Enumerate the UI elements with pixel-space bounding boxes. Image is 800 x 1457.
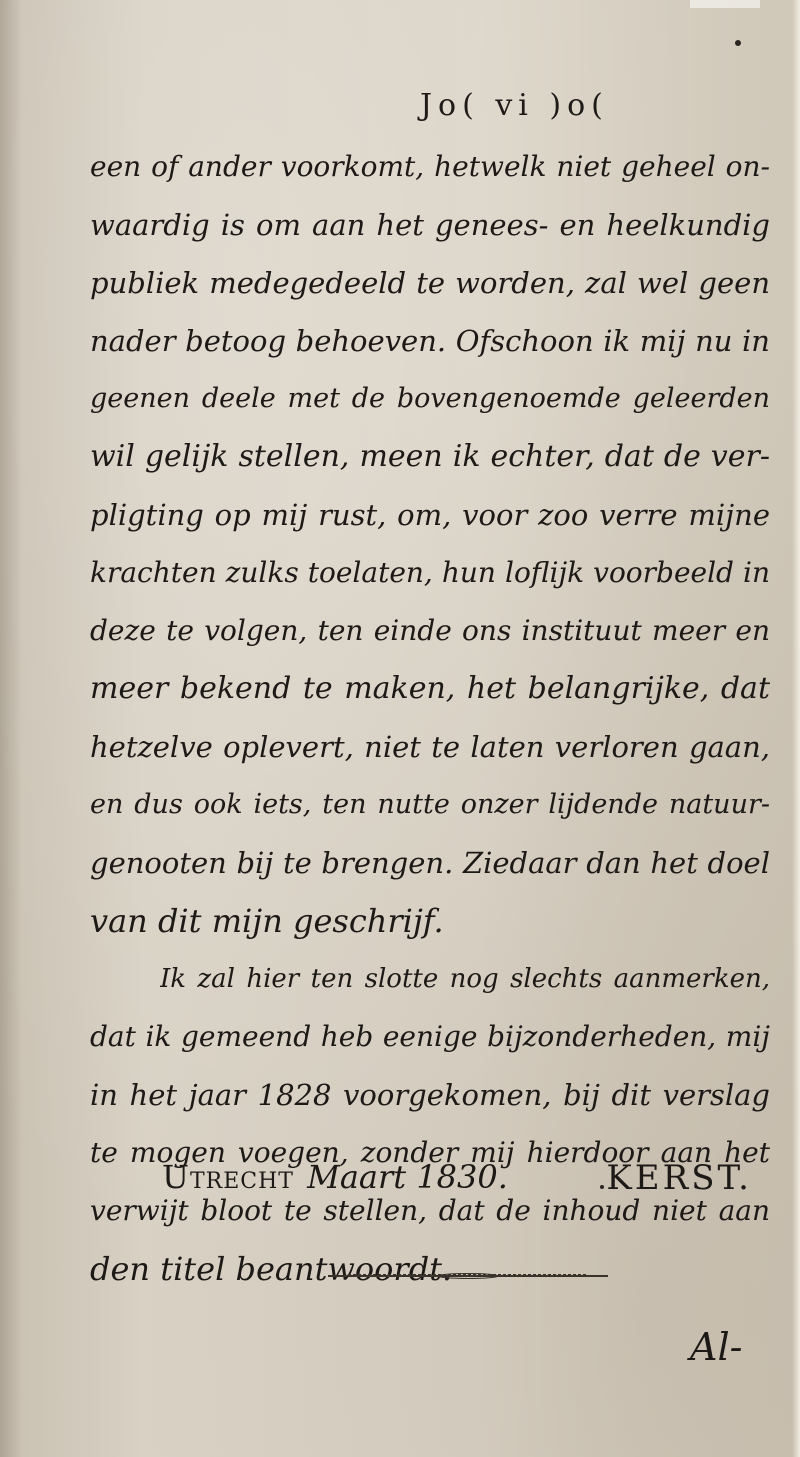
paper-wear (690, 0, 760, 8)
text-line: waardig is om aan het genees- en heelkundig (90, 208, 770, 242)
catchword: Al- (690, 1325, 743, 1369)
text-line: genooten bij te brengen. Ziedaar dan het doel (90, 846, 770, 880)
text-line: meer bekend te maken, het belangrijke, dat (90, 671, 770, 706)
text-line: publiek medegedeeld te worden, zal wel geen (90, 266, 770, 300)
text-line: verwijt bloot te stellen, dat de inhoud niet aan (90, 1194, 770, 1227)
binding-shadow (0, 0, 22, 1457)
text-line: deze te volgen, ten einde ons instituut meer en (90, 614, 770, 647)
signature-date: Maart 1830. (307, 1158, 508, 1196)
signature-line (162, 1158, 772, 1218)
text-line: geenen deele met de bovengenoemde geleerden (90, 383, 770, 414)
text-line: krachten zulks toelaten, hun loflijk voorbeeld in (90, 556, 770, 589)
text-line: van dit mijn geschrijf. (90, 902, 444, 940)
text-line: pligting op mij rust, om, voor zoo verre mijne (90, 498, 770, 532)
text-line: te mogen voegen, zonder mij hierdoor aan het (90, 1136, 770, 1169)
text-line: een of ander voorkomt, hetwelk niet geheel on- (90, 150, 770, 183)
page-number-header: Jo( vi )o( (420, 88, 609, 123)
text-line: en dus ook iets, ten nutte onzer lijdende natuur- (90, 789, 770, 820)
signature-place: Utrecht (162, 1158, 294, 1196)
signature-author: KERST. (606, 1158, 752, 1198)
text-line: nader betoog behoeven. Ofschoon ik mij nu in (90, 324, 770, 358)
text-line: hetzelve oplevert, niet te laten verloren gaan, (90, 730, 770, 764)
text-line: Ik zal hier ten slotte nog slechts aanmerken, (160, 964, 770, 994)
text-line: den titel beantwoordt. (90, 1250, 453, 1288)
ink-speck (735, 40, 741, 46)
text-line: wil gelijk stellen, meen ik echter, dat de ver- (90, 439, 770, 474)
page-edge (792, 0, 800, 1457)
text-line: dat ik gemeend heb eenige bijzonderheden, mij (90, 1020, 770, 1053)
ornamental-rule (328, 1273, 608, 1279)
text-line: in het jaar 1828 voorgekomen, bij dit verslag (90, 1078, 770, 1112)
